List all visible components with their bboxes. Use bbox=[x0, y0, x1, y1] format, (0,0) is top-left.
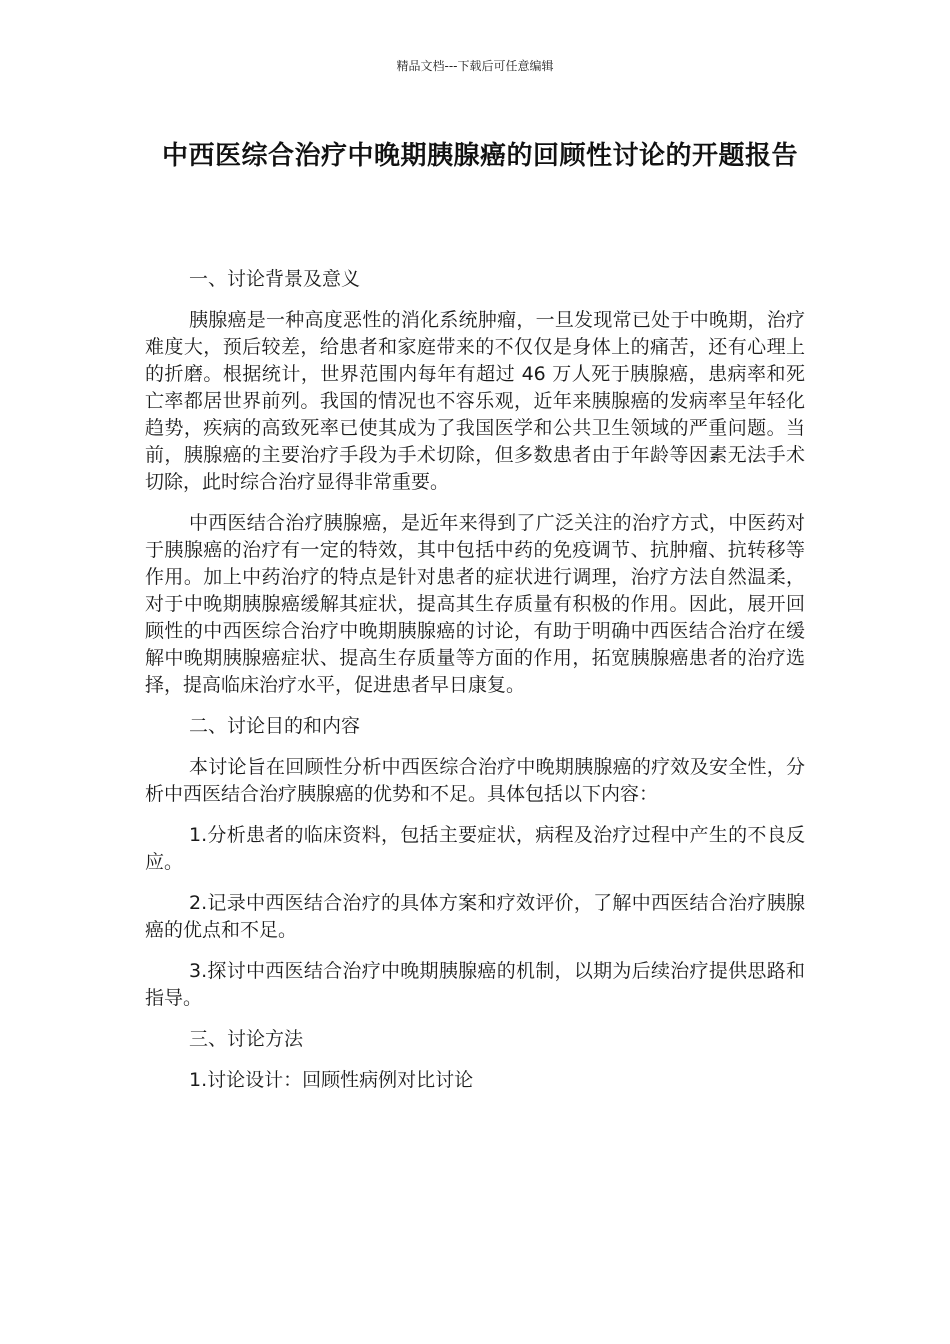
section-heading-background: 一、讨论背景及意义 bbox=[189, 268, 361, 290]
paragraph-background-2: 中西医结合治疗胰腺癌，是近年来得到了广泛关注的治疗方式，中医药对于胰腺癌的治疗有一定的特效，其中包括中药的免疫调节、抗肿瘤、抗转移等作用。加上中药治疗的特点是针对患者的症状进行调理，治疗方法自然温柔，对于中晚期胰腺癌缓解其症状，提高其生存质量有积极的作用。因此，展开回顾性的中西医综合治疗中晚期胰腺癌的讨论，有助于明确中西医结合治疗在缓解中晚期胰腺癌症状、提高生存质量等方面的作用，拓宽胰腺癌患者的治疗选择，提高临床治疗水平，促进患者早日康复。 bbox=[145, 512, 805, 696]
paragraph-purpose-intro: 本讨论旨在回顾性分析中西医综合治疗中晚期胰腺癌的疗效及安全性，分析中西医结合治疗胰腺癌的优势和不足。具体包括以下内容： bbox=[145, 756, 805, 805]
document-body bbox=[145, 266, 805, 1108]
section-heading-purpose: 二、讨论目的和内容 bbox=[189, 715, 361, 737]
page-header: 精品文档---下载后可任意编辑 bbox=[396, 59, 554, 73]
list-item-purpose-2: 2.记录中西医结合治疗的具体方案和疗效评价，了解中西医结合治疗胰腺癌的优点和不足。 bbox=[145, 892, 805, 941]
section-heading-method: 三、讨论方法 bbox=[189, 1028, 304, 1050]
document-title: 中西医综合治疗中晚期胰腺癌的回顾性讨论的开题报告 bbox=[161, 141, 798, 171]
paragraph-background-1: 胰腺癌是一种高度恶性的消化系统肿瘤，一旦发现常已处于中晚期，治疗难度大，预后较差，给患者和家庭带来的不仅仅是身体上的痛苦，还有心理上的折磨。根据统计，世界范围内每年有超过 46 万人死于胰腺癌，患病率和死亡率都居世界前列。我国的情况也不容乐观，近年来胰腺癌的发病率呈年轻化趋势，疾病的高致死率已使其成为了我国医学和公共卫生领域的严重问题。当前，胰腺癌的主要治疗手段为手术切除，但多数患者由于年龄等因素无法手术切除，此时综合治疗显得非常重要。 bbox=[145, 309, 805, 493]
list-item-method-1: 1.讨论设计：回顾性病例对比讨论 bbox=[189, 1069, 474, 1091]
list-item-purpose-3: 3.探讨中西医结合治疗中晚期胰腺癌的机制，以期为后续治疗提供思路和指导。 bbox=[145, 960, 805, 1009]
list-item-purpose-1: 1.分析患者的临床资料，包括主要症状，病程及治疗过程中产生的不良反应。 bbox=[145, 824, 805, 873]
